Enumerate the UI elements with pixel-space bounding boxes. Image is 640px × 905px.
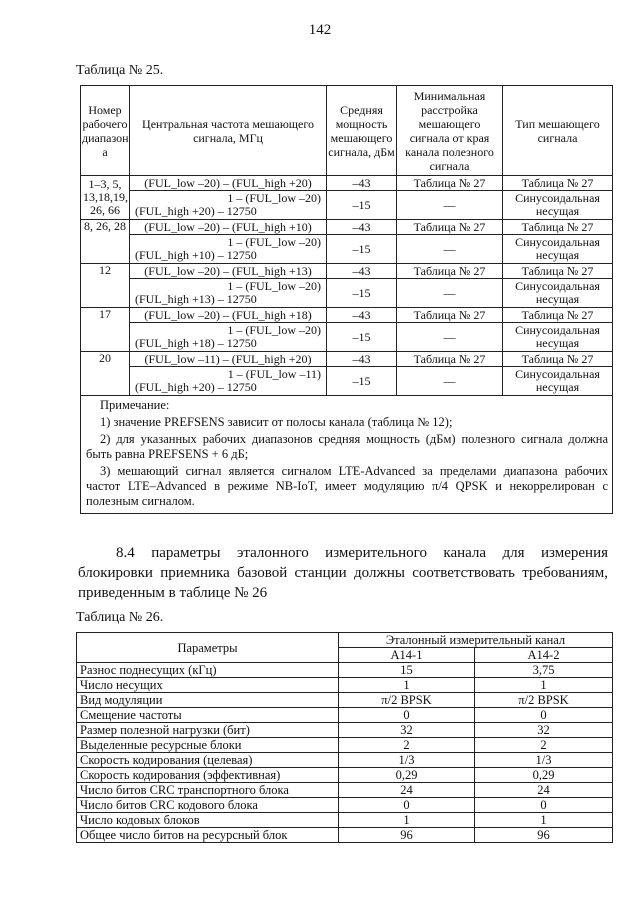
power-cell: –15 [327, 279, 397, 308]
param-cell: Смещение частоты [77, 708, 339, 723]
offset-cell: — [397, 279, 503, 308]
type-cell: Таблица № 27 [503, 176, 613, 191]
param-cell: Число битов CRC кодового блока [77, 798, 339, 813]
note-item: 1) значение PREFSENS зависит от полосы канала (таблица № 12); [100, 415, 453, 429]
power-cell: –43 [327, 308, 397, 323]
table-row [77, 723, 613, 738]
power-cell: –43 [327, 264, 397, 279]
param-cell: Скорость кодирования (эффективная) [77, 768, 339, 783]
value-a14-1-cell: 0,29 [339, 768, 475, 783]
freq-line-1: 1 – (FUL_low –11) [227, 367, 321, 381]
value-a14-2-cell: π/2 BPSK [475, 693, 613, 708]
value-a14-1-cell: 32 [339, 723, 475, 738]
offset-cell: — [397, 323, 503, 352]
note-item: 2) для указанных рабочих диапазонов средняя мощность (дБм) полезного сигнала должна быть равна PREFSENS + 6 дБ; [86, 432, 608, 461]
table-row [81, 279, 613, 308]
freq-cell: (FUL_low –20) – (FUL_high +18) [130, 308, 327, 323]
value-a14-1-cell: 0 [339, 798, 475, 813]
table-row [77, 753, 613, 768]
freq-cell: (FUL_low –20) – (FUL_high +10) [130, 220, 327, 235]
freq-line-2: (FUL_high +20) – 12750 [135, 380, 257, 394]
table-row [77, 678, 613, 693]
freq-cell [130, 367, 327, 396]
type-cell: Таблица № 27 [503, 264, 613, 279]
offset-cell: Таблица № 27 [397, 308, 503, 323]
interference-table [80, 85, 613, 514]
offset-cell: — [397, 235, 503, 264]
value-a14-2-cell: 3,75 [475, 663, 613, 678]
value-a14-2-cell: 32 [475, 723, 613, 738]
power-cell: –15 [327, 191, 397, 220]
freq-cell [130, 323, 327, 352]
param-cell: Выделенные ресурсные блоки [77, 738, 339, 753]
type-cell: Синусоидальная несущая [503, 191, 613, 220]
param-cell: Вид модуляции [77, 693, 339, 708]
freq-line-2: (FUL_high +18) – 12750 [135, 336, 257, 350]
value-a14-2-cell: 0 [475, 708, 613, 723]
param-cell: Число битов CRC транспортного блока [77, 783, 339, 798]
table-row [77, 828, 613, 843]
freq-line-1: 1 – (FUL_low –20) [227, 323, 321, 337]
freq-line-2: (FUL_high +10) – 12750 [135, 248, 257, 262]
param-cell: Число кодовых блоков [77, 813, 339, 828]
table-25-caption: Таблица № 25. [76, 63, 164, 78]
header-offset: Минимальная расстройка мешающего сигнала от края канала полезного сигнала [397, 86, 503, 176]
table-row [77, 693, 613, 708]
power-cell: –15 [327, 235, 397, 264]
table-row [77, 813, 613, 828]
value-a14-2-cell: 0,29 [475, 768, 613, 783]
type-cell: Таблица № 27 [503, 308, 613, 323]
table-row [77, 798, 613, 813]
band-cell: 12 [81, 264, 130, 308]
table-row [81, 367, 613, 396]
power-cell: –43 [327, 220, 397, 235]
freq-line-2: (FUL_high +20) – 12750 [135, 204, 257, 218]
table-row [81, 308, 613, 323]
value-a14-2-cell: 1/3 [475, 753, 613, 768]
band-cell: 20 [81, 352, 130, 396]
header-reference-channel: Эталонный измерительный канал [339, 633, 613, 648]
header-a14-1: А14-1 [339, 648, 475, 663]
reference-channel-body [77, 663, 613, 843]
table-row [81, 235, 613, 264]
freq-cell [130, 191, 327, 220]
type-cell: Синусоидальная несущая [503, 323, 613, 352]
section-8-4-paragraph: 8.4 параметры эталонного измерительного канала для измерения блокировки приемника базовой станции должны соответствовать требованиям, приведенным в таблице № 26 [78, 545, 608, 601]
table-row [81, 220, 613, 235]
value-a14-2-cell: 0 [475, 798, 613, 813]
offset-cell: Таблица № 27 [397, 352, 503, 367]
offset-cell: Таблица № 27 [397, 176, 503, 191]
table-row [77, 768, 613, 783]
param-cell: Разнос поднесущих (кГц) [77, 663, 339, 678]
value-a14-2-cell: 1 [475, 678, 613, 693]
header-band: Номер рабочего диапазон а [81, 86, 130, 176]
value-a14-1-cell: 1 [339, 813, 475, 828]
notes-cell [81, 396, 613, 514]
param-cell: Общее число битов на ресурсный блок [77, 828, 339, 843]
value-a14-2-cell: 96 [475, 828, 613, 843]
table-26-caption: Таблица № 26. [76, 610, 164, 625]
header-frequency: Центральная частота мешающего сигнала, МГц [130, 86, 327, 176]
value-a14-1-cell: π/2 BPSK [339, 693, 475, 708]
band-cell: 17 [81, 308, 130, 352]
note-item: 3) мешающий сигнал является сигналом LTE-Advanced за пределами диапазона рабочих частот LTE–Advanced в режиме NB-IoT, имеет модуляцию π/4 QPSK и некоррелирован с полезным сигналом. [86, 464, 608, 508]
table-row [77, 708, 613, 723]
table-row [81, 191, 613, 220]
power-cell: –43 [327, 352, 397, 367]
freq-line-1: 1 – (FUL_low –20) [227, 279, 321, 293]
offset-cell: — [397, 191, 503, 220]
table-row [81, 176, 613, 191]
offset-cell: Таблица № 27 [397, 264, 503, 279]
value-a14-1-cell: 2 [339, 738, 475, 753]
param-cell: Число несущих [77, 678, 339, 693]
header-a14-2: А14-2 [475, 648, 613, 663]
type-cell: Синусоидальная несущая [503, 279, 613, 308]
freq-cell [130, 235, 327, 264]
freq-cell [130, 279, 327, 308]
type-cell: Таблица № 27 [503, 352, 613, 367]
value-a14-1-cell: 1/3 [339, 753, 475, 768]
param-cell: Размер полезной нагрузки (бит) [77, 723, 339, 738]
table-row [77, 663, 613, 678]
type-cell: Синусоидальная несущая [503, 367, 613, 396]
type-cell: Синусоидальная несущая [503, 235, 613, 264]
power-cell: –15 [327, 323, 397, 352]
table-row [77, 783, 613, 798]
freq-cell: (FUL_low –20) – (FUL_high +13) [130, 264, 327, 279]
value-a14-1-cell: 24 [339, 783, 475, 798]
freq-cell: (FUL_low –20) – (FUL_high +20) [130, 176, 327, 191]
freq-cell: (FUL_low –11) – (FUL_high +20) [130, 352, 327, 367]
table-row [81, 323, 613, 352]
value-a14-1-cell: 15 [339, 663, 475, 678]
value-a14-2-cell: 24 [475, 783, 613, 798]
value-a14-2-cell: 2 [475, 738, 613, 753]
table-row [81, 352, 613, 367]
header-type: Тип мешающего сигнала [503, 86, 613, 176]
notes-heading: Примечание: [100, 398, 170, 412]
offset-cell: — [397, 367, 503, 396]
reference-channel-table [76, 632, 613, 843]
value-a14-2-cell: 1 [475, 813, 613, 828]
offset-cell: Таблица № 27 [397, 220, 503, 235]
freq-line-1: 1 – (FUL_low –20) [227, 191, 321, 205]
page-number: 142 [308, 22, 332, 38]
header-params: Параметры [77, 633, 339, 663]
power-cell: –43 [327, 176, 397, 191]
param-cell: Скорость кодирования (целевая) [77, 753, 339, 768]
header-power: Средняя мощность мешающего сигнала, дБм [327, 86, 397, 176]
value-a14-1-cell: 0 [339, 708, 475, 723]
value-a14-1-cell: 1 [339, 678, 475, 693]
value-a14-1-cell: 96 [339, 828, 475, 843]
notes-row [81, 396, 613, 514]
freq-line-2: (FUL_high +13) – 12750 [135, 292, 257, 306]
band-cell: 1–3, 5, 13,18,19, 26, 66 [81, 176, 130, 220]
power-cell: –15 [327, 367, 397, 396]
table-row [77, 738, 613, 753]
freq-line-1: 1 – (FUL_low –20) [227, 235, 321, 249]
band-cell: 8, 26, 28 [81, 220, 130, 264]
table-row [81, 264, 613, 279]
type-cell: Таблица № 27 [503, 220, 613, 235]
